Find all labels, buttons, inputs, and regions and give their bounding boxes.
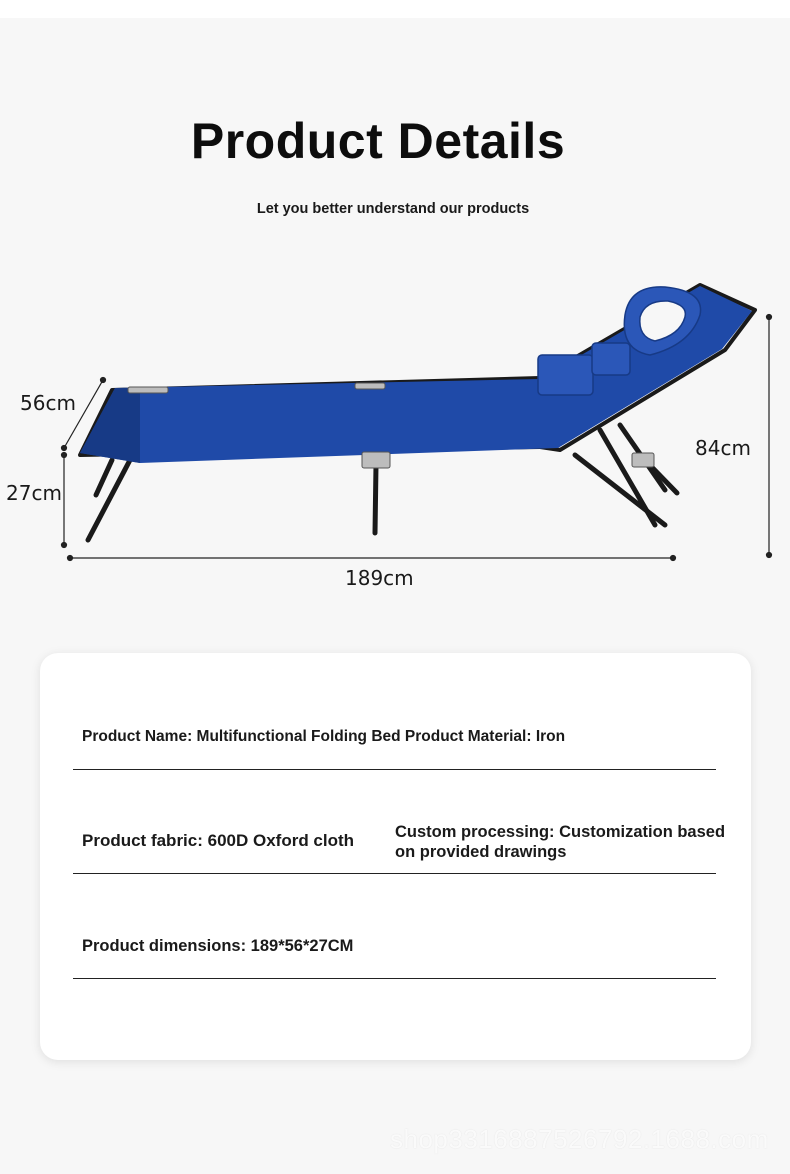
width-label: 56cm — [20, 391, 76, 415]
divider — [73, 873, 716, 874]
folding-bed-illustration — [0, 255, 790, 595]
top-strip — [0, 0, 790, 18]
backrest-height-label: 84cm — [695, 436, 751, 460]
watermark: shop3316887526792.1688.com — [390, 1124, 769, 1154]
spec-name-material: Product Name: Multifunctional Folding Bed Product Material: Iron — [82, 728, 566, 745]
spec-processing: Custom processing: Customization based on provided drawings — [395, 823, 726, 861]
page-title: Product Details — [190, 113, 566, 169]
bed-fabric-shade — [80, 388, 140, 463]
product-diagram — [0, 255, 790, 595]
length-label: 189cm — [345, 566, 414, 590]
divider — [73, 978, 716, 979]
spec-fabric: Product fabric: 600D Oxford cloth — [82, 831, 355, 850]
divider — [73, 769, 716, 770]
height-label: 27cm — [6, 481, 62, 505]
spec-card — [40, 653, 751, 1060]
page-subtitle: Let you better understand our products — [256, 201, 530, 217]
spec-dimensions: Product dimensions: 189*56*27CM — [82, 937, 354, 955]
